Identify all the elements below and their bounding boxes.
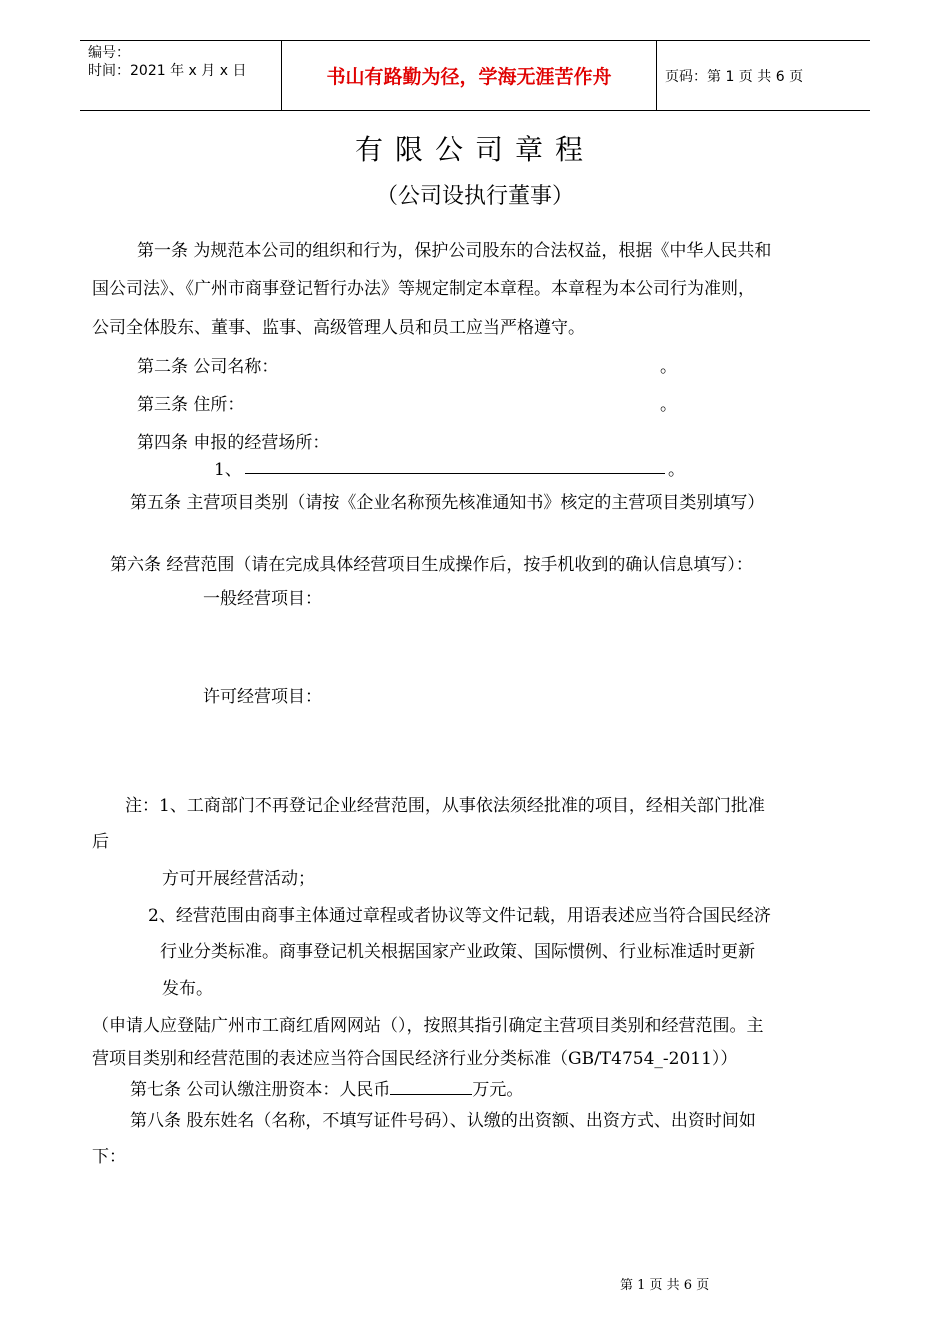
article-8-line-1: 第八条 股东姓名（名称，不填写证件号码）、认缴的出资额、出资方式、出资时间如 <box>130 1111 756 1131</box>
article-3-end: 。 <box>660 395 677 415</box>
capital-fill-line <box>390 1080 472 1095</box>
header-page-info: 页码：第 1 页 共 6 页 <box>665 68 804 85</box>
licensed-business-label: 许可经营项目： <box>203 687 322 707</box>
document-header <box>80 40 870 111</box>
article-2: 第二条 公司名称： <box>137 357 279 377</box>
document-title: 有限公司章程 <box>354 133 595 166</box>
note-1-line-2: 后 <box>92 832 109 852</box>
article-3: 第三条 住所： <box>137 395 245 415</box>
note-1-line-1: 注：1、工商部门不再登记企业经营范围，从事依法须经批准的项目，经相关部门批准 <box>125 796 765 816</box>
article-5: 第五条 主营项目类别（请按《企业名称预先核准通知书》核定的主营项目类别填写） <box>130 493 765 513</box>
page-footer: 第 1 页 共 6 页 <box>620 1278 710 1293</box>
article-4: 第四条 申报的经营场所： <box>137 433 330 453</box>
header-meta <box>80 41 282 110</box>
note-2-line-3: 发布。 <box>162 979 213 999</box>
article-8-line-2: 下： <box>92 1147 126 1167</box>
address-fill-line <box>245 456 665 474</box>
article-7 <box>130 1075 523 1100</box>
article-1-line-2: 国公司法》、《广州市商事登记暂行办法》等规定制定本章程。本章程为本公司行为准则， <box>92 279 755 299</box>
document-subtitle: （公司设执行董事） <box>375 184 574 209</box>
apply-note-line-2: 营项目类别和经营范围的表述应当符合国民经济行业分类标准（GB/T4754_-2011）） <box>92 1049 738 1069</box>
article-4-item: 1、 <box>214 460 242 480</box>
article-2-end: 。 <box>660 357 677 377</box>
article-7-prefix: 第七条 公司认缴注册资本：人民币 <box>130 1080 391 1100</box>
time-label: 时间：2021 年 x 月 x 日 <box>88 63 247 79</box>
apply-note-line-1: （申请人应登陆广州市工商红盾网网站（），按照其指引确定主营项目类别和经营范围。主 <box>92 1016 764 1036</box>
note-2-line-2: 行业分类标准。商事登记机关根据国家产业政策、国际惯例、行业标准适时更新 <box>160 942 755 962</box>
note-1-line-3: 方可开展经营活动； <box>162 869 315 889</box>
general-business-label: 一般经营项目： <box>203 589 322 609</box>
article-7-suffix: 万元。 <box>472 1080 524 1100</box>
note-2-line-1: 2、经营范围由商事主体通过章程或者协议等文件记载，用语表述应当符合国民经济 <box>148 906 771 926</box>
header-slogan: 书山有路勤为径，学海无涯苦作舟 <box>282 41 657 110</box>
number-label: 编号： <box>88 45 130 61</box>
article-1-line-3: 公司全体股东、董事、监事、高级管理人员和员工应当严格遵守。 <box>92 318 585 338</box>
article-4-end: 。 <box>668 460 685 480</box>
article-1-line-1: 第一条 为规范本公司的组织和行为，保护公司股东的合法权益，根据《中华人民共和 <box>137 241 772 261</box>
article-6: 第六条 经营范围（请在完成具体经营项目生成操作后，按手机收到的确认信息填写）： <box>110 555 753 575</box>
